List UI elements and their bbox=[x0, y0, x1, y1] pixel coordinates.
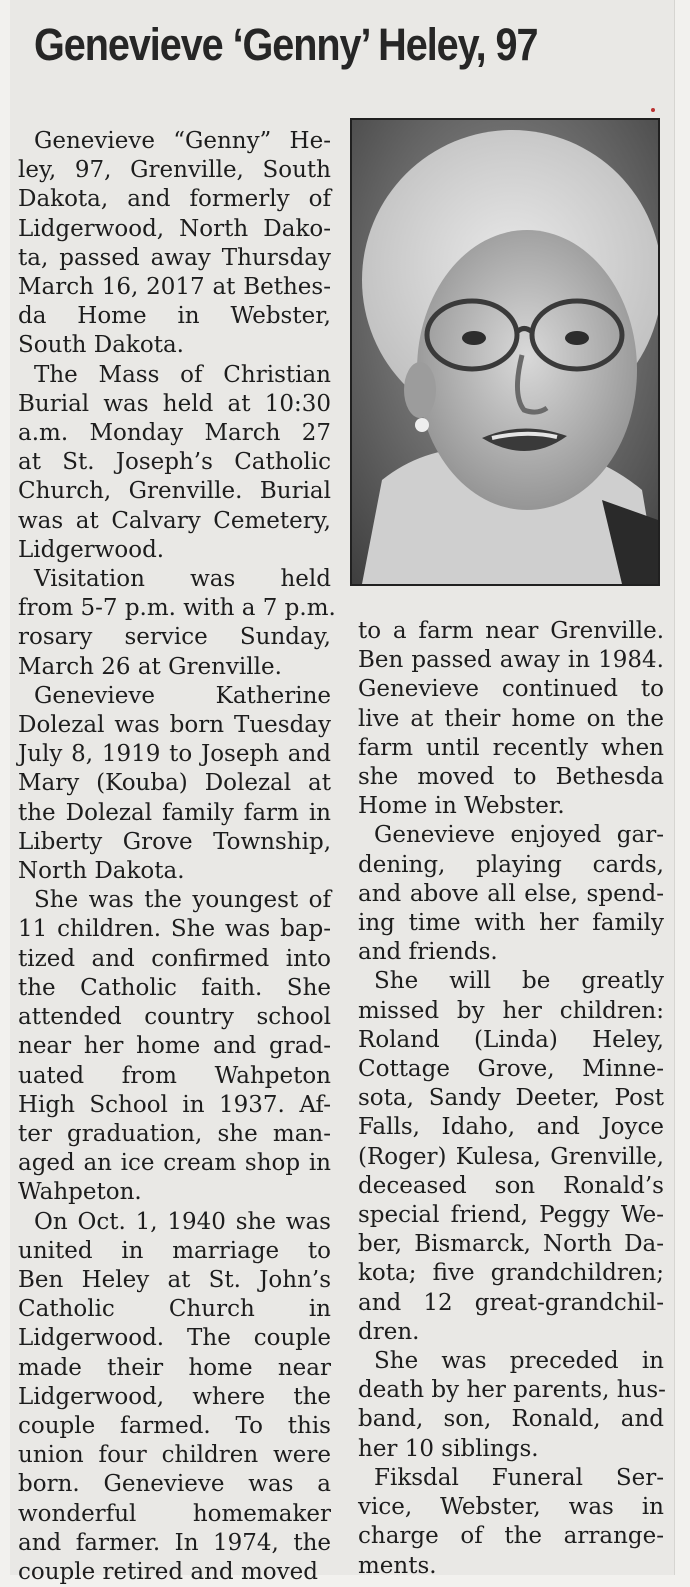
text-line: wonderful homemaker bbox=[18, 1500, 331, 1527]
text-line: ter graduation, she man- bbox=[18, 1120, 331, 1147]
text-line: Lidgerwood, North Dako- bbox=[18, 215, 331, 242]
text-line: ta, passed away Thursday bbox=[18, 244, 331, 271]
text-line: made their home near bbox=[18, 1354, 331, 1381]
text-line: death by her parents, hus- bbox=[358, 1377, 666, 1404]
text-line: she moved to Bethesda bbox=[358, 764, 664, 791]
paragraph bbox=[18, 886, 331, 1207]
text-line: dren. bbox=[358, 1318, 420, 1345]
text-line: her 10 siblings. bbox=[358, 1435, 539, 1462]
text-line: near her home and grad- bbox=[18, 1033, 331, 1060]
text-line: united in marriage to bbox=[18, 1237, 331, 1264]
text-line: from 5-7 p.m. with a 7 p.m. bbox=[18, 595, 336, 622]
text-line: She was preceded in bbox=[374, 1348, 664, 1375]
text-line: High School in 1937. Af- bbox=[18, 1091, 331, 1118]
text-line: dening, playing cards, bbox=[358, 851, 664, 878]
text-line: at St. Joseph’s Catholic bbox=[18, 449, 331, 476]
text-line: live at their home on the bbox=[358, 705, 664, 732]
paragraph bbox=[18, 565, 336, 682]
paragraph bbox=[18, 127, 331, 361]
text-line: the Dolezal family farm in bbox=[18, 799, 331, 826]
text-line: Dakota, and formerly of bbox=[18, 186, 331, 213]
text-line: da Home in Webster, bbox=[18, 303, 331, 330]
text-line: Lidgerwood. The couple bbox=[18, 1325, 331, 1352]
text-line: kota; five grandchildren; bbox=[358, 1260, 664, 1287]
text-line: a.m. Monday March 27 bbox=[18, 420, 331, 447]
paragraph bbox=[18, 682, 331, 886]
text-line: missed by her children: bbox=[358, 997, 664, 1024]
text-line: The Mass of Christian bbox=[34, 361, 331, 388]
text-line: and friends. bbox=[358, 939, 498, 966]
text-line: aged an ice cream shop in bbox=[18, 1150, 331, 1177]
text-line: to a farm near Grenville. bbox=[358, 618, 664, 644]
text-line: Roland (Linda) Heley, bbox=[358, 1026, 664, 1053]
paragraph bbox=[358, 1464, 664, 1581]
text-line: vice, Webster, was in bbox=[358, 1494, 664, 1521]
text-line: ments. bbox=[358, 1552, 437, 1579]
text-line: She will be greatly bbox=[374, 968, 664, 995]
portrait-photo bbox=[350, 118, 660, 586]
text-line: Church, Grenville. Burial bbox=[18, 478, 331, 505]
text-line: Dolezal was born Tuesday bbox=[18, 712, 331, 739]
text-line: Genevieve “Genny” He- bbox=[34, 128, 331, 154]
text-line: On Oct. 1, 1940 she was bbox=[34, 1208, 331, 1235]
text-line: She was the youngest of bbox=[34, 887, 331, 914]
obituary-headline: Genevieve ‘Genny’ Heley, 97 bbox=[34, 19, 538, 70]
text-line: Mary (Kouba) Dolezal at bbox=[18, 770, 331, 797]
text-line: Genevieve continued to bbox=[358, 676, 664, 703]
text-line: and 12 great-grandchil- bbox=[358, 1289, 664, 1316]
text-line: Home in Webster. bbox=[358, 793, 565, 820]
text-line: March 16, 2017 at Bethes- bbox=[18, 274, 331, 301]
text-line: North Dakota. bbox=[18, 858, 185, 885]
text-line: Lidgerwood. bbox=[18, 536, 165, 563]
paragraph bbox=[358, 1347, 664, 1464]
text-line: Ben passed away in 1984. bbox=[358, 647, 664, 674]
paragraph bbox=[358, 617, 664, 821]
ink-speck bbox=[651, 108, 655, 112]
text-line: Fiksdal Funeral Ser- bbox=[374, 1464, 664, 1491]
text-line: South Dakota. bbox=[18, 332, 184, 359]
paragraph bbox=[358, 967, 664, 1347]
text-line: Lidgerwood, where the bbox=[18, 1383, 331, 1410]
portrait-photo-icon bbox=[352, 120, 658, 584]
text-line: and farmer. In 1974, the bbox=[18, 1529, 331, 1556]
text-line: Cottage Grove, Minne- bbox=[358, 1056, 664, 1083]
text-line: special friend, Peggy We- bbox=[358, 1202, 664, 1229]
text-line: and above all else, spend- bbox=[358, 880, 664, 907]
text-line: the Catholic faith. She bbox=[18, 974, 331, 1001]
text-line: Ben Heley at St. John’s bbox=[18, 1266, 331, 1293]
text-line: rosary service Sunday, bbox=[18, 624, 331, 651]
text-line: Wahpeton. bbox=[18, 1179, 142, 1206]
text-line: Genevieve Katherine bbox=[34, 682, 331, 709]
text-line: born. Genevieve was a bbox=[18, 1471, 331, 1498]
text-line: ley, 97, Grenville, South bbox=[18, 157, 331, 184]
text-line: Genevieve enjoyed gar- bbox=[374, 822, 664, 849]
obituary-left-column bbox=[18, 127, 336, 1587]
text-line: tized and confirmed into bbox=[18, 945, 331, 972]
text-line: Catholic Church in bbox=[18, 1296, 331, 1323]
text-line: couple retired and moved bbox=[18, 1558, 318, 1585]
paragraph bbox=[18, 361, 331, 565]
paragraph bbox=[18, 1208, 331, 1587]
text-line: band, son, Ronald, and bbox=[358, 1406, 664, 1433]
text-line: (Roger) Kulesa, Grenville, bbox=[358, 1143, 664, 1170]
text-line: March 26 at Grenville. bbox=[18, 653, 282, 680]
text-line: Falls, Idaho, and Joyce bbox=[358, 1114, 664, 1141]
text-line: charge of the arrange- bbox=[358, 1523, 664, 1550]
text-line: Burial was held at 10:30 bbox=[18, 390, 331, 417]
text-line: ber, Bismarck, North Da- bbox=[358, 1231, 664, 1258]
text-line: couple farmed. To this bbox=[18, 1412, 331, 1439]
paragraph bbox=[358, 821, 664, 967]
text-line: union four children were bbox=[18, 1442, 331, 1469]
text-line: Visitation was held bbox=[34, 566, 331, 593]
text-line: uated from Wahpeton bbox=[18, 1062, 331, 1089]
text-line: sota, Sandy Deeter, Post bbox=[358, 1085, 664, 1112]
obituary-right-column bbox=[358, 617, 664, 1581]
text-line: was at Calvary Cemetery, bbox=[18, 507, 331, 534]
text-line: 11 children. She was bap- bbox=[18, 916, 331, 943]
text-line: farm until recently when bbox=[358, 734, 664, 761]
text-line: attended country school bbox=[18, 1004, 331, 1031]
text-line: ing time with her family bbox=[358, 910, 664, 937]
text-line: July 8, 1919 to Joseph and bbox=[18, 741, 331, 768]
text-line: deceased son Ronald’s bbox=[358, 1172, 664, 1199]
text-line: Liberty Grove Township, bbox=[18, 828, 331, 855]
